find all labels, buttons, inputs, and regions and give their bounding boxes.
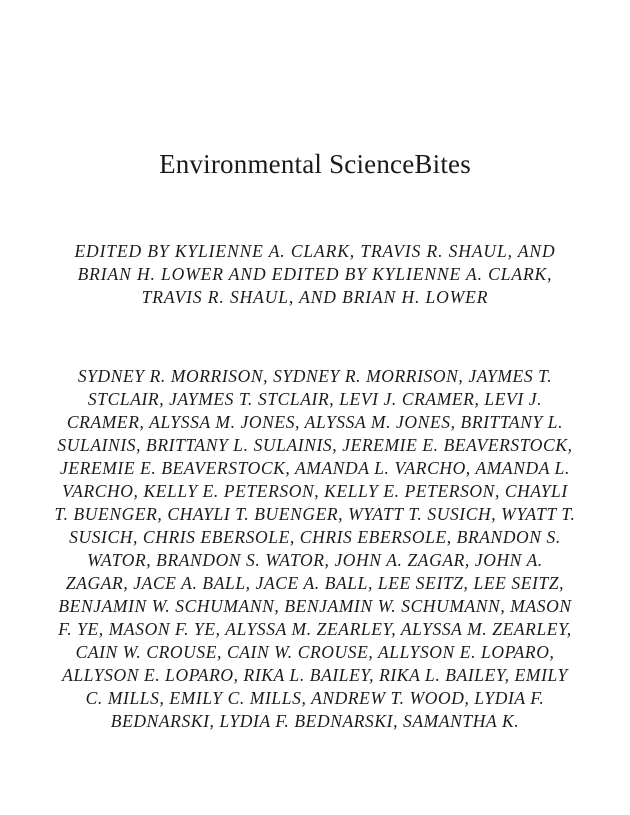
authors-list: SYDNEY R. MORRISON, SYDNEY R. MORRISON, JAYMES T. STCLAIR, JAYMES T. STCLAIR, LEVI J. CRAMER, LEVI J. CRAMER, ALYSSA M. JONES, ALYSSA M. JONES, BRITTANY L. SULAINIS, BRITTANY L. SULAINIS, JEREMIE E. BEAVERSTOCK, JEREMIE E. BEAVERSTOCK, AMANDA L. VARCHO, AMANDA L. VARCHO, KELLY E. PETERSON, KELLY E. PETERSON, CHAYLI T. BUENGER, CHAYLI T. BUENGER, WYATT T. SUSICH, WYATT T. SUSICH, CHRIS EBERSOLE, CHRIS EBERSOLE, BRANDON S. WATOR, BRANDON S. WATOR, JOHN A. ZAGAR, JOHN A. ZAGAR, JACE A. BALL, JACE A. BALL, LEE SEITZ, LEE SEITZ, BENJAMIN W. SCHUMANN, BENJAMIN W. SCHUMANN, MASON F. YE, MASON F. YE, ALYSSA M. ZEARLEY, ALYSSA M. ZEARLEY, CAIN W. CROUSE, CAIN W. CROUSE, ALLYSON E. LOPARO, ALLYSON E. LOPARO, RIKA L. BAILEY, RIKA L. BAILEY, EMILY C. MILLS, EMILY C. MILLS, ANDREW T. WOOD, LYDIA F. BEDNARSKI, LYDIA F. BEDNARSKI, SAMANTHA K. [54,366,576,731]
book-title: Environmental ScienceBites [159,149,471,179]
editors-credit: EDITED BY KYLIENNE A. CLARK, TRAVIS R. SHAUL, AND BRIAN H. LOWER AND EDITED BY KYLIENNE A. CLARK, TRAVIS R. SHAUL, AND BRIAN H. LOWER [74,241,556,307]
